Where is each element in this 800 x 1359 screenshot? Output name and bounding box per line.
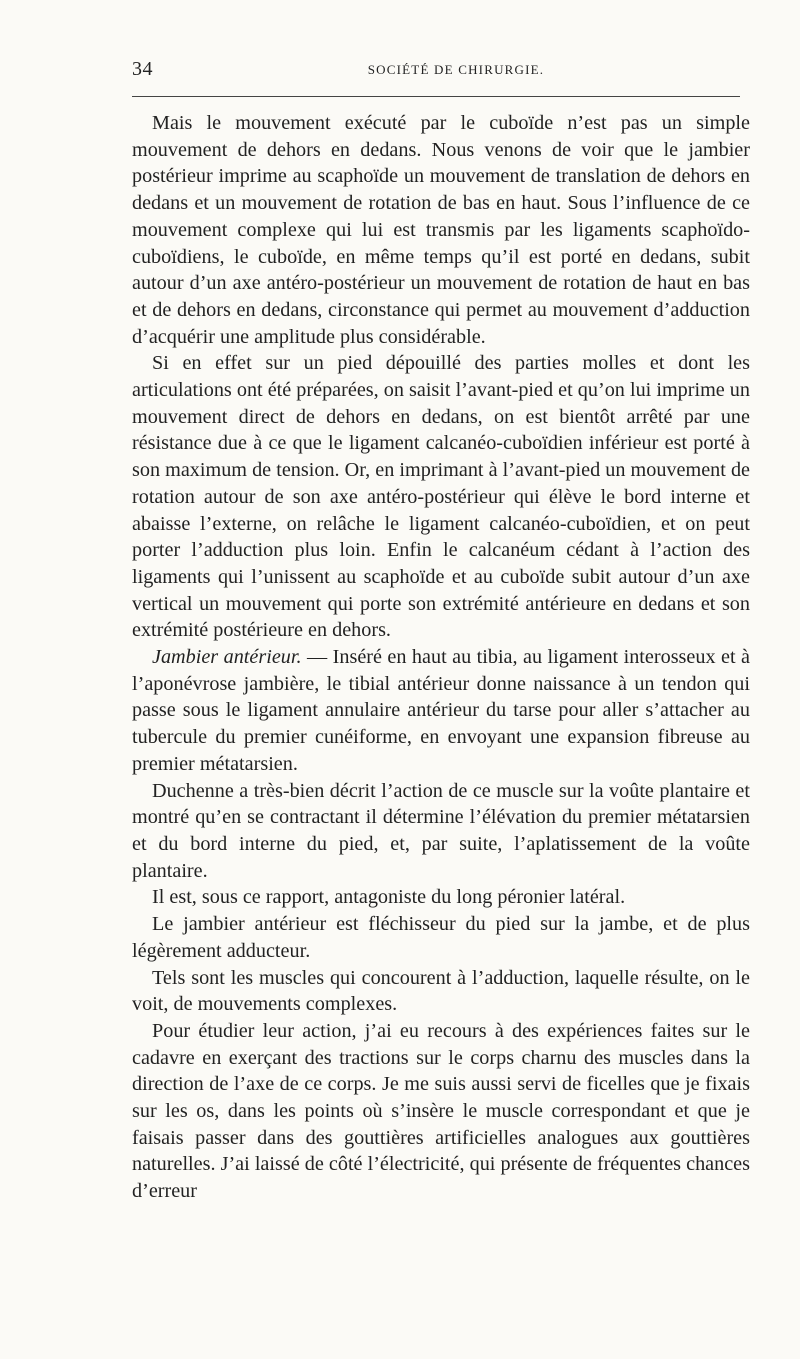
header-rule: [132, 96, 740, 97]
muscle-title: Jambier antérieur.: [152, 646, 302, 669]
paragraph: [132, 644, 750, 778]
paragraph: Le jambier antérieur est fléchisseur du pied sur la jambe, et de plus légèrement adducteur.: [132, 913, 750, 962]
paragraph: Si en effet sur un pied dépouillé des parties molles et dont les articulations ont été préparées, on saisit l’avant-pied et qu’on lui imprime un mouvement direct de dehors en dedans, on est bientôt arrêté par une résistance due à ce que le ligament calcanéo-cuboïdien inférieur est porté à son maximum de tension. Or, en imprimant à l’avant-pied un mouvement de rotation autour de son axe antéro-postérieur qui élève le bord interne et abaisse l’externe, on relâche le ligament calcanéo-cuboïdien, et on peut porter l’adduction plus loin. Enfin le calcanéum cédant à l’action des ligaments qui l’unissent au scaphoïde et au cuboïde subit autour d’un axe vertical un mouvement qui porte son extrémité antérieure en dedans et son extrémité postérieure en dehors.: [132, 352, 750, 642]
paragraph: Il est, sous ce rapport, antagoniste du long péronier latéral.: [152, 886, 626, 909]
paragraph: Mais le mouvement exécuté par le cuboïde n’est pas un simple mouvement de dehors en dedans. Nous venons de voir que le jambier postérieur imprime au scaphoïde un mouvement de translation de dehors en dedans et un mouvement de rotation de bas en haut. Sous l’influence de ce mouvement complexe qui lui est transmis par les ligaments scaphoïdo-cuboïdiens, le cuboïde, en même temps qu’il est porté en dedans, subit autour d’un axe antéro-postérieur un mouvement de rotation de haut en bas et de dehors en dedans, circonstance qui permet au mouvement d’adduction d’acquérir une amplitude plus considérable.: [132, 112, 750, 348]
running-title: SOCIÉTÉ DE CHIRURGIE.: [367, 62, 545, 77]
paragraph: Duchenne a très-bien décrit l’action de ce muscle sur la voûte plantaire et montré qu’en se contractant il détermine l’élévation du premier métatarsien et du bord interne du pied, et, par suite, l’aplatissement de la voûte plantaire.: [132, 779, 750, 882]
paragraph-text: — Inséré en haut au tibia, au ligament interosseux et à l’aponévrose jambière, le tibial antérieur donne naissance à un tendon qui passe sous le ligament annulaire antérieur du tarse pour aller s’attacher au tubercule du premier cunéiforme, en envoyant une expansion fibreuse au premier métatarsien.: [132, 646, 750, 775]
page-number: 34: [132, 58, 153, 80]
paragraph: Pour étudier leur action, j’ai eu recours à des expériences faites sur le cadavre en exerçant des tractions sur le corps charnu des muscles dans la direction de l’axe de ce corps. Je me suis aussi servi de ficelles que je fixais sur les os, dans les points où s’insère le muscle correspondant et que je faisais passer dans des gouttières artificielles analogues aux gouttières naturelles. J’ai laissé de côté l’électricité, qui présente de fréquentes chances d’erreur: [132, 1019, 750, 1203]
body-text: [132, 110, 750, 1205]
page-header: [132, 58, 740, 90]
paragraph: Tels sont les muscles qui concourent à l’adduction, laquelle résulte, on le voit, de mouvements complexes.: [132, 966, 750, 1016]
